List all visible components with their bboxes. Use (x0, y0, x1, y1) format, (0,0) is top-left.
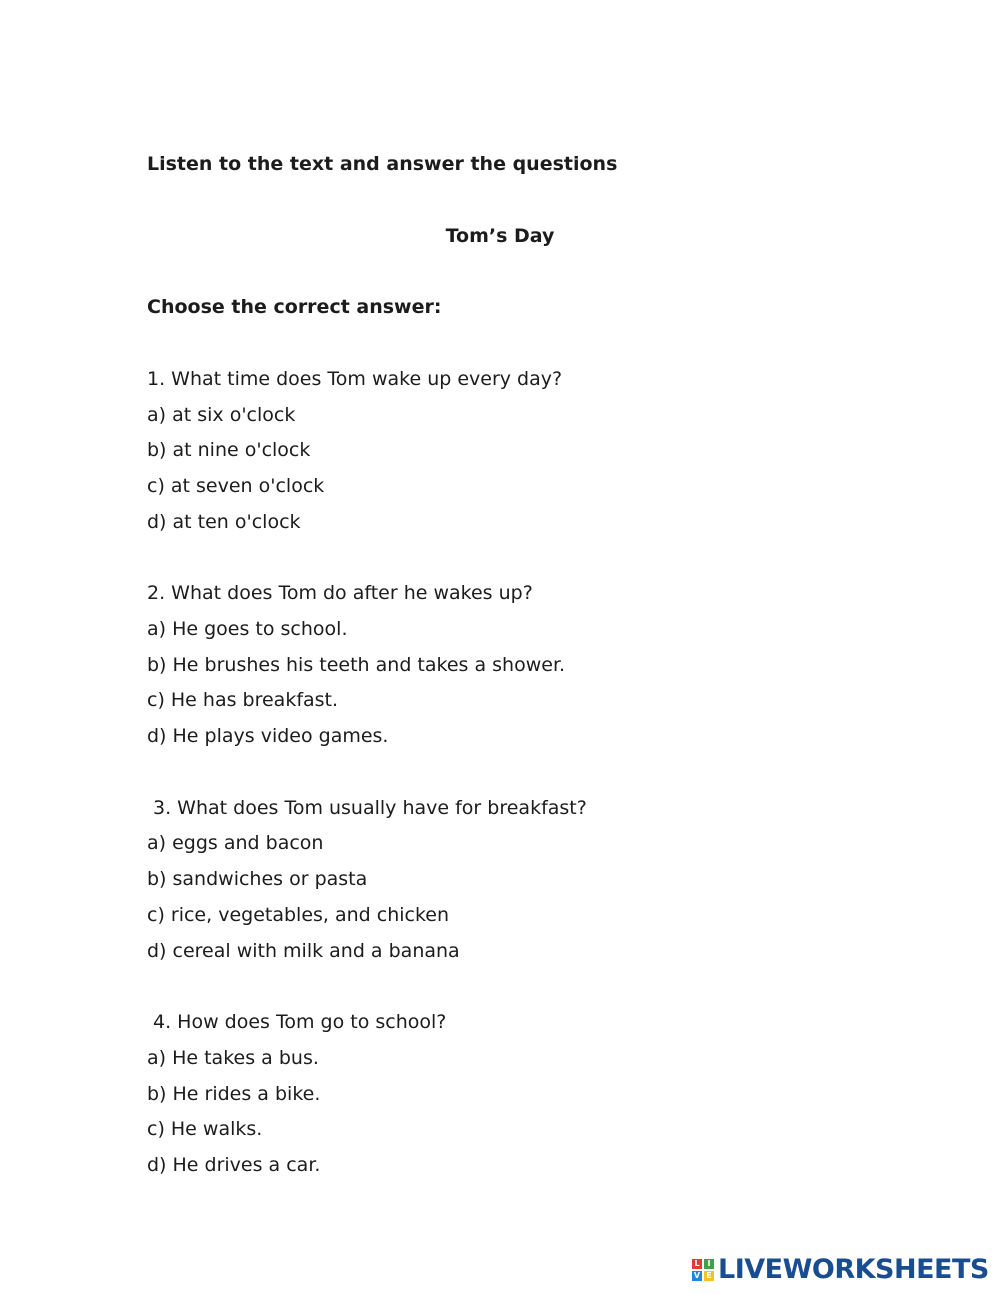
question-text: 2. What does Tom do after he wakes up? (147, 582, 533, 604)
question-text: 4. How does Tom go to school? (153, 1011, 447, 1033)
logo-mark-tile: V (693, 1271, 701, 1280)
question-text: 1. What time does Tom wake up every day? (147, 368, 563, 390)
logo-mark-tile: L (692, 1259, 702, 1269)
answer-option: d) He plays video games. (147, 725, 389, 747)
page-title: Tom’s Day (445, 225, 555, 247)
answer-option: c) He has breakfast. (147, 689, 339, 711)
answer-option: d) He drives a car. (147, 1154, 321, 1176)
question-text: 3. What does Tom usually have for breakfast? (153, 797, 587, 819)
logo-mark-icon (692, 1259, 714, 1281)
answer-option: d) cereal with milk and a banana (147, 940, 460, 962)
answer-option: c) at seven o'clock (147, 475, 325, 497)
answer-option: c) rice, vegetables, and chicken (147, 904, 450, 926)
logo-text: LIVEWORKSHEETS (718, 1254, 989, 1285)
liveworksheets-logo (692, 1252, 989, 1288)
answer-option: a) He takes a bus. (147, 1047, 319, 1069)
answer-option: b) He rides a bike. (147, 1083, 321, 1105)
answer-option: b) at nine o'clock (147, 439, 311, 461)
answer-option: c) He walks. (147, 1118, 263, 1140)
instruction-heading: Listen to the text and answer the questions (147, 153, 618, 175)
answer-option: d) at ten o'clock (147, 511, 301, 533)
answer-option: b) sandwiches or pasta (147, 868, 368, 890)
logo-mark-tile: I (704, 1259, 714, 1269)
answer-option: a) at six o'clock (147, 404, 296, 426)
answer-option: a) eggs and bacon (147, 832, 324, 854)
answer-option: b) He brushes his teeth and takes a shower. (147, 654, 566, 676)
answer-option: a) He goes to school. (147, 618, 348, 640)
logo-mark-tile: E (704, 1271, 714, 1281)
subheading: Choose the correct answer: (147, 296, 442, 318)
